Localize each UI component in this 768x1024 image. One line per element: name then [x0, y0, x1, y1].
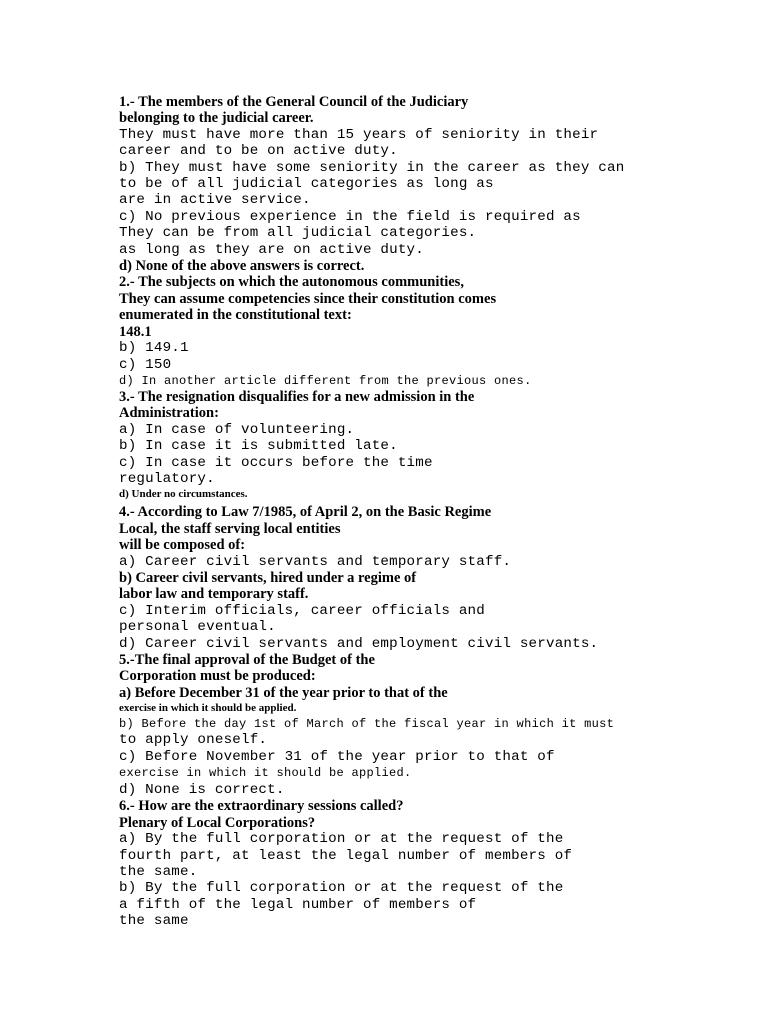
- question-3-option-c-line-2: regulatory.: [119, 470, 215, 487]
- question-2-title-line-1: 2.- The subjects on which the autonomous communities,: [119, 274, 464, 291]
- question-6-option-a-line-2: fourth part, at least the legal number of members of: [119, 847, 573, 864]
- question-4-option-b-line-2: labor law and temporary staff.: [119, 586, 309, 603]
- question-5-option-b-line-2: to apply oneself.: [119, 732, 268, 749]
- question-1-option-c-line-1: c) No previous experience in the field is required as: [119, 208, 581, 225]
- question-4-option-c-line-1: c) Interim officials, career officials and: [119, 602, 485, 619]
- question-2-title-line-3: enumerated in the constitutional text:: [119, 307, 352, 324]
- question-4-option-c-line-2: personal eventual.: [119, 619, 276, 636]
- question-1-option-a-line-2: career and to be on active duty.: [119, 143, 398, 160]
- question-2-option-d: d) In another article different from the previous ones.: [119, 373, 532, 388]
- question-1: [119, 94, 719, 274]
- question-5-title-line-1: 5.-The final approval of the Budget of the: [119, 652, 375, 668]
- question-4-title-line-2: Local, the staff serving local entities: [119, 520, 341, 537]
- question-1-option-c-line-2: They can be from all judicial categories.: [119, 225, 477, 242]
- question-1-option-b-line-2: to be of all judicial categories as long as: [119, 176, 494, 193]
- question-5-option-a-line-2: exercise in which it should be applied.: [119, 702, 297, 715]
- question-1-title-line-2: belonging to the judicial career.: [119, 110, 314, 127]
- question-5-option-d: d) None is correct.: [119, 782, 285, 799]
- exam-page: [119, 94, 719, 930]
- question-2-option-a: 148.1: [119, 323, 152, 340]
- question-5-option-a-line-1: a) Before December 31 of the year prior to that of the: [119, 684, 448, 701]
- question-5: [119, 652, 719, 798]
- question-6-title-line-2: Plenary of Local Corporations?: [119, 814, 316, 831]
- question-2-option-c: c) 150: [119, 356, 172, 373]
- question-1-option-b-line-1: b) They must have some seniority in the career as they can: [119, 159, 625, 176]
- question-6-option-b-line-1: b) By the full corporation or at the request of the: [119, 880, 564, 897]
- question-1-option-b-line-3: are in active service.: [119, 192, 311, 209]
- question-4-option-d: d) Career civil servants and employment civil servants.: [119, 635, 599, 652]
- question-1-title-line-1: 1.- The members of the General Council of the Judiciary: [119, 94, 469, 110]
- question-2-title-line-2: They can assume competencies since their constitution comes: [119, 290, 497, 307]
- question-6: [119, 798, 719, 929]
- question-6-title-line-1: 6.- How are the extraordinary sessions called?: [119, 798, 404, 815]
- question-6-option-b-line-2: a fifth of the legal number of members of: [119, 896, 477, 913]
- question-5-option-b-line-1: b) Before the day 1st of March of the fiscal year in which it must: [119, 717, 615, 732]
- question-6-option-a-line-3: the same.: [119, 864, 198, 881]
- question-2: [119, 274, 719, 388]
- question-3-option-b: b) In case it is submitted late.: [119, 438, 398, 455]
- question-4-title-line-3: will be composed of:: [119, 537, 246, 554]
- question-4-option-a: a) Career civil servants and temporary staff.: [119, 553, 512, 570]
- question-1-option-c-line-3: as long as they are on active duty.: [119, 241, 424, 258]
- question-3-title-line-2: Administration:: [119, 405, 219, 422]
- question-6-option-b-line-3: the same: [119, 913, 189, 930]
- question-4: [119, 504, 719, 652]
- question-4-title-line-1: 4.- According to Law 7/1985, of April 2, on the Basic Regime: [119, 504, 492, 521]
- question-1-option-a-line-1: They must have more than 15 years of seniority in their: [119, 126, 599, 143]
- question-3: [119, 389, 719, 502]
- question-3-option-d: d) Under no circumstances.: [119, 488, 248, 501]
- question-1-option-d: d) None of the above answers is correct.: [119, 258, 365, 275]
- question-6-option-a-line-1: a) By the full corporation or at the request of the: [119, 831, 564, 848]
- question-5-title-line-2: Corporation must be produced:: [119, 668, 316, 685]
- question-3-option-c-line-1: c) In case it occurs before the time: [119, 454, 433, 471]
- question-3-title-line-1: 3.- The resignation disqualifies for a new admission in the: [119, 388, 475, 405]
- question-5-option-c-line-2: exercise in which it should be applied.: [119, 766, 412, 781]
- question-3-option-a: a) In case of volunteering.: [119, 421, 355, 438]
- question-4-option-b-line-1: b) Career civil servants, hired under a regime of: [119, 569, 417, 586]
- question-5-option-c-line-1: c) Before November 31 of the year prior to that of: [119, 748, 555, 765]
- question-2-option-b: b) 149.1: [119, 340, 189, 357]
